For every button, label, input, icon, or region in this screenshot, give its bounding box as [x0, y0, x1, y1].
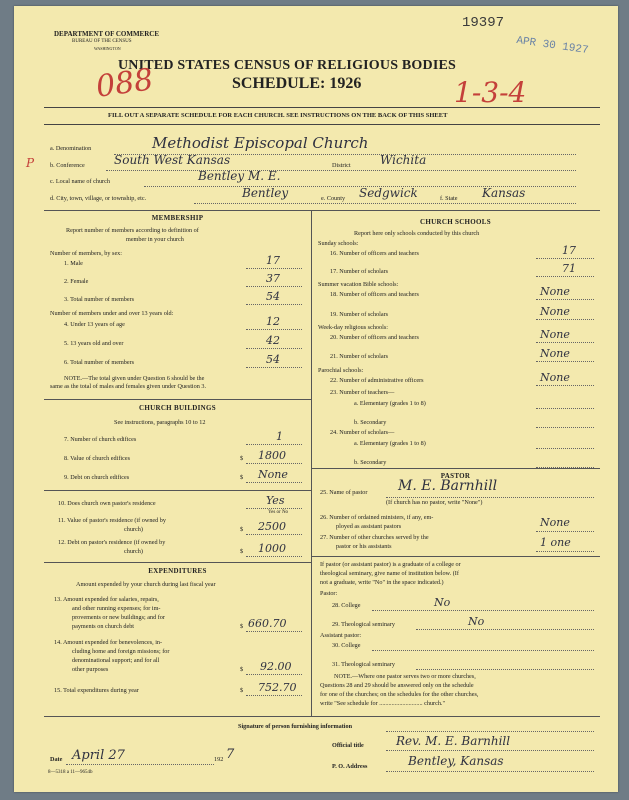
denomination-label: a. Denomination [50, 145, 92, 152]
form-code: 8—5318 a 11—9654b [48, 770, 93, 775]
buildings-rule [44, 399, 311, 400]
pastor-rule [311, 468, 600, 469]
q13-line [246, 631, 302, 632]
q24-label: 24. Number of scholars— [330, 429, 395, 436]
local-name-value: Bentley M. E. [198, 169, 281, 183]
received-stamp: APR 30 1927 [515, 35, 590, 57]
q14-line [246, 674, 302, 675]
conference-value: South West Kansas [114, 153, 231, 167]
yes-no-hint: Yes or No [268, 510, 289, 515]
sunday-label: Sunday schools: [318, 240, 359, 247]
q11-value: 2500 [258, 520, 286, 533]
q26-value: None [540, 516, 570, 529]
q4-value: 12 [266, 315, 280, 328]
q23a-label: a. Elementary (grades 1 to 8) [354, 400, 426, 407]
q13-label-3: provements or new buildings; and for [72, 614, 165, 621]
schools-intro: Report here only schools conducted by this church [354, 230, 480, 237]
q6-value: 54 [266, 353, 280, 366]
q23b-line [536, 427, 594, 428]
membership-intro-1: Report number of members according to definition of [66, 227, 199, 234]
membership-note-2: same as the total of males and females given under Question 3. [50, 383, 207, 390]
q29-value: No [468, 615, 485, 628]
q23b-label: b. Secondary [354, 419, 387, 426]
address-label: P. O. Address [332, 763, 368, 770]
state-value: Kansas [482, 186, 526, 200]
q13-label-2: and other running expenses; for im- [72, 605, 161, 612]
by-age-label: Number of members under and over 13 years old: [50, 310, 174, 317]
district-label: District [332, 162, 351, 169]
department-label: DEPARTMENT OF COMMERCE [54, 30, 160, 38]
q27-label-2: pastor or his assistants [336, 543, 392, 550]
q21-line [536, 361, 594, 362]
q12-line [246, 556, 302, 557]
q9-dollar: $ [240, 474, 244, 481]
q5-value: 42 [266, 334, 280, 347]
buildings-intro: See instructions, paragraphs 10 to 12 [114, 419, 206, 426]
q16-line [536, 258, 594, 259]
q11-label-1: 11. Value of pastor's residence (if owned by [58, 517, 166, 524]
q15-label: 15. Total expenditures during year [54, 687, 139, 694]
q15-value: 752.70 [258, 681, 297, 694]
q15-line [246, 695, 302, 696]
q25-value: M. E. Barnhill [398, 478, 498, 494]
q26-label-2: ployed as assistant pastors [336, 523, 402, 530]
q14-label-2: cluding home and foreign missions; for [72, 648, 170, 655]
q10-value: Yes [266, 494, 285, 507]
summer-label: Summer vacation Bible schools: [318, 281, 399, 288]
q12-dollar: $ [240, 548, 244, 555]
q1-value: 17 [266, 254, 280, 267]
city-label: WASHINGTON [94, 46, 121, 51]
q17-value: 71 [562, 262, 576, 275]
q7-value: 1 [276, 430, 283, 443]
county-value: Sedgwick [359, 186, 418, 200]
buildings-subrule [44, 490, 311, 491]
city-value: Bentley [242, 186, 289, 200]
q6-line [246, 367, 302, 368]
expenditures-rule [44, 562, 311, 563]
q19-line [536, 319, 594, 320]
q14-dollar: $ [240, 666, 244, 673]
official-title-line [386, 750, 594, 751]
hand-code: 1-3-4 [454, 76, 527, 109]
district-value: Wichita [380, 153, 427, 167]
q23a-line [536, 408, 594, 409]
serial-number: 19397 [462, 15, 505, 31]
q31-label: 31. Theological seminary [332, 661, 395, 668]
membership-note-1: NOTE.—The total given under Question 6 should be the [64, 375, 205, 382]
pastor-note-4: write "See schedule for ............................ church." [320, 700, 445, 707]
q2-line [246, 286, 302, 287]
date-value: April 27 [72, 748, 125, 763]
pastor-note-2: Questions 28 and 29 should be answered only on the schedule [320, 682, 474, 689]
denomination-value: Methodist Episcopal Church [152, 134, 369, 152]
q3-value: 54 [266, 290, 280, 303]
q24a-line [536, 448, 594, 449]
q25-label: 25. Name of pastor [320, 489, 368, 496]
q8-dollar: $ [240, 455, 244, 462]
bureau-label: BUREAU OF THE CENSUS [72, 39, 132, 44]
city-line [194, 203, 576, 204]
q27-line [536, 551, 594, 552]
q26-line [536, 531, 594, 532]
identity-rule [44, 210, 600, 211]
q20-line [536, 342, 594, 343]
q22-label: 22. Number of administrative officers [330, 377, 424, 384]
q15-dollar: $ [240, 687, 244, 694]
pastor-title: PASTOR [440, 472, 471, 480]
q14-label-3: denominational support; and for all [72, 657, 160, 664]
q17-label: 17. Number of scholars [330, 268, 389, 275]
city-label-field: d. City, town, village, or township, etc. [50, 195, 147, 202]
q22-value: None [540, 371, 570, 384]
q4-label: 4. Under 13 years of age [64, 321, 125, 328]
q18-value: None [540, 285, 570, 298]
official-title-label: Official title [332, 742, 364, 749]
q28-line [372, 610, 594, 611]
q13-label-1: 13. Amount expended for salaries, repairs, [54, 596, 159, 603]
year-prefix: 192 [214, 756, 224, 763]
q17-line [536, 276, 594, 277]
q14-value: 92.00 [260, 660, 292, 673]
q26-label-1: 26. Number of ordained ministers, if any, em- [320, 514, 434, 521]
q30-line [372, 650, 594, 651]
q29-label: 29. Theological seminary [332, 621, 395, 628]
local-name-label: c. Local name of church [50, 178, 110, 185]
q4-line [246, 329, 302, 330]
q30-label: 30. College [332, 642, 361, 649]
pastor-label: Pastor: [320, 590, 338, 597]
signature-label: Signature of person furnishing information [238, 723, 353, 730]
q13-value: 660.70 [248, 617, 287, 630]
q21-value: None [540, 347, 570, 360]
q14-label-1: 14. Amount expended for benevolences, in- [54, 639, 163, 646]
signature-line [386, 731, 594, 732]
q16-label: 16. Number of officers and teachers [330, 250, 419, 257]
q1-label: 1. Male [64, 260, 83, 267]
expenditures-intro: Amount expended by your church during last fiscal year [76, 581, 216, 588]
q28-label: 28. College [332, 602, 361, 609]
county-label: e. County [321, 195, 346, 202]
by-sex-label: Number of members, by sex: [50, 250, 122, 257]
q3-label: 3. Total number of members [64, 296, 135, 303]
q16-value: 17 [562, 244, 576, 257]
q8-line [246, 463, 302, 464]
q29-line [416, 629, 594, 630]
pastor-note-3: for one of the churches; on the schedules for the other churches, [320, 691, 479, 698]
q28-value: No [434, 596, 451, 609]
q6-label: 6. Total number of members [64, 359, 135, 366]
schools-title: CHURCH SCHOOLS [420, 218, 491, 226]
address-value: Bentley, Kansas [408, 754, 504, 768]
expenditures-title: EXPENDITURES [148, 567, 207, 575]
instruction-line: FILL OUT A SEPARATE SCHEDULE FOR EACH CHURCH. SEE INSTRUCTIONS ON THE BACK OF THIS SHEET [108, 112, 448, 119]
q7-label: 7. Number of church edifices [64, 436, 137, 443]
q8-label: 8. Value of church edifices [64, 455, 131, 462]
q9-line [246, 482, 302, 483]
schedule-title: SCHEDULE: 1926 [232, 75, 362, 92]
q12-value: 1000 [258, 542, 286, 555]
q9-label: 9. Debt on church edifices [64, 474, 130, 481]
grad-rule [311, 556, 600, 557]
grad-text-2: theological seminary, give name of institution below. (If [320, 570, 459, 577]
parochial-label: Parochial schools: [318, 367, 364, 374]
q31-line [416, 669, 594, 670]
column-divider [311, 210, 312, 716]
q7-line [246, 444, 302, 445]
q19-value: None [540, 305, 570, 318]
q11-line [246, 534, 302, 535]
q18-line [536, 299, 594, 300]
q12-label-1: 12. Debt on pastor's residence (if owned by [58, 539, 166, 546]
official-title-value: Rev. M. E. Barnhill [396, 734, 511, 748]
q12-label-2: church) [124, 548, 143, 555]
buildings-title: CHURCH BUILDINGS [139, 404, 216, 412]
pastor-note-1: NOTE.—Where one pastor serves two or more churches, [334, 673, 476, 680]
q18-label: 18. Number of officers and teachers [330, 291, 419, 298]
census-schedule-sheet [14, 6, 618, 792]
grad-text-1: If pastor (or assistant pastor) is a graduate of a college or [320, 561, 461, 568]
address-line [386, 771, 594, 772]
membership-intro-2: member in your church [126, 236, 184, 243]
assistant-label: Assistant pastor: [320, 632, 362, 639]
q8-value: 1800 [258, 449, 286, 462]
grad-text-3: not a graduate, write "No" in the space indicated.) [320, 579, 444, 586]
q11-label-2: church) [124, 526, 143, 533]
q27-label-1: 27. Number of other churches served by the [320, 534, 429, 541]
q2-label: 2. Female [64, 278, 89, 285]
q24b-label: b. Secondary [354, 459, 387, 466]
q3-line [246, 304, 302, 305]
q13-dollar: $ [240, 623, 244, 630]
q23-label: 23. Number of teachers— [330, 389, 395, 396]
q24a-label: a. Elementary (grades 1 to 8) [354, 440, 426, 447]
footer-rule [44, 716, 600, 717]
year-value: 7 [226, 747, 235, 762]
q2-value: 37 [266, 272, 280, 285]
q21-label: 21. Number of scholars [330, 353, 389, 360]
state-label: f. State [440, 195, 458, 202]
header-rule-top [44, 107, 600, 108]
q5-label: 5. 13 years old and over [64, 340, 124, 347]
membership-title: MEMBERSHIP [151, 214, 204, 222]
q9-value: None [258, 468, 288, 481]
form-title: UNITED STATES CENSUS OF RELIGIOUS BODIES [118, 58, 457, 73]
q11-dollar: $ [240, 526, 244, 533]
q13-label-4: payments on church debt [72, 623, 135, 630]
q20-value: None [540, 328, 570, 341]
q14-label-4: other purposes [72, 666, 109, 673]
conference-line [106, 170, 576, 171]
conference-label: b. Conference [50, 162, 85, 169]
weekday-label: Week-day religious schools: [318, 324, 388, 331]
q25-line [386, 497, 594, 498]
q27-value: 1 one [540, 536, 571, 549]
q1-line [246, 268, 302, 269]
red-margin-mark: P [26, 156, 35, 170]
header-rule-bottom [44, 124, 600, 125]
q10-label: 10. Does church own pastor's residence [58, 500, 156, 507]
date-label: Date [50, 756, 63, 763]
q5-line [246, 348, 302, 349]
date-line [66, 764, 214, 765]
q10-line [246, 508, 302, 509]
red-number: 088 [93, 62, 156, 105]
q25-note: (If church has no pastor, write "None") [386, 499, 483, 506]
q20-label: 20. Number of officers and teachers [330, 334, 419, 341]
q22-line [536, 385, 594, 386]
q19-label: 19. Number of scholars [330, 311, 389, 318]
